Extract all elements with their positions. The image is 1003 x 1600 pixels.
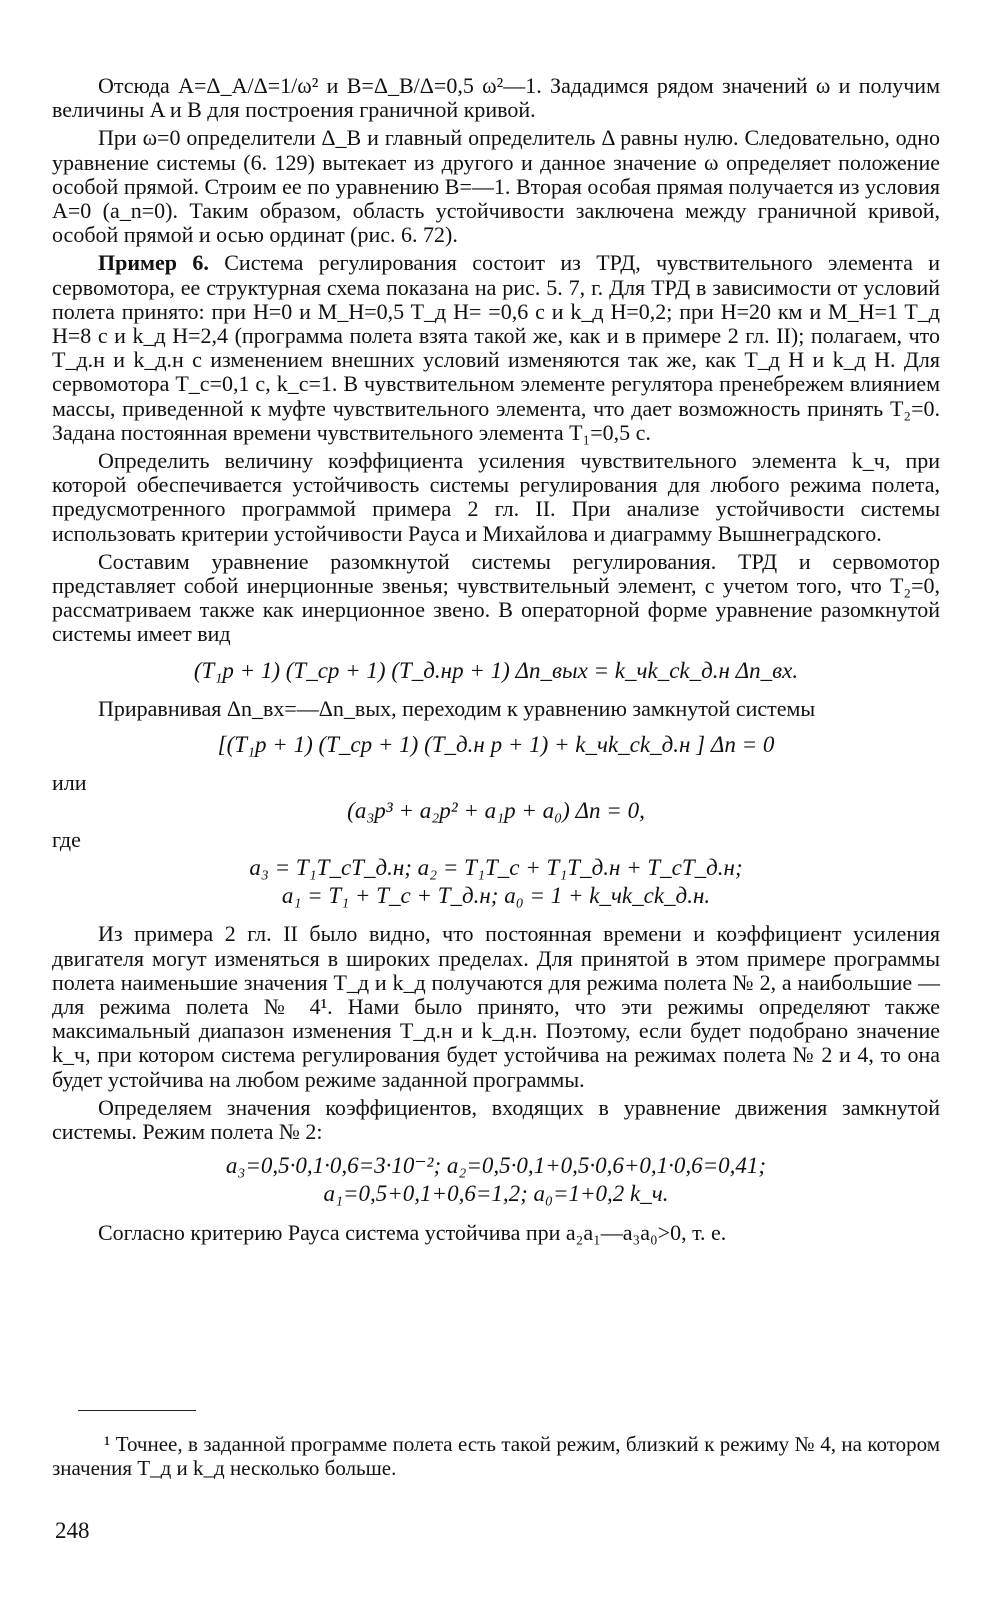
page-number: 248 (55, 1518, 90, 1543)
paragraph-9: Из примера 2 гл. II было видно, что постоянная времени и коэффициент усиления двигателя могут изменяться в широких пределах. Для принятой в этом примере программы полета наименьшие значения T_д и k_д получаются для режима полета № 2, а наибольшие — для режима полета № 4¹. Нами было принято, что эти режимы определяют также максимальный диапазон изменения T_д.н и k_д.н. Поэтому, если будет подобрано значение k_ч, при котором система регулирования будет устойчива на режимах полета № 2 и 4, то она будет устойчива на любом режиме заданной программы. (52, 921, 940, 1092)
paragraph-5: Составим уравнение разомкнутой системы регулирования. ТРД и сервомотор представляет собой инерционные звенья; чувствительный элемент, с учетом того, что T₂=0, рассматриваем также как инерционное звено. В операторной форме уравнение разомкнутой системы имеет вид (52, 548, 940, 647)
equation-coefficients-a1-a0: a₁ = T₁ + T_c + T_д.н; a₀ = 1 + k_чk_ck_д.н. (281, 883, 711, 909)
example-text: Система регулирования состоит из ТРД, чувствительного элемента и сервомотора, ее структурная схема показана на рис. 5. 7, г. Для ТРД в зависимости от условий полета принято: при H=0 и M_H=0,5 T_д H= =0,6 с и k_д H=0,2; при H=20 км и M_H=1 T_д H=8 с и k_д H=2,4 (программа полета взята такой же, как и в примере 2 гл. II); полагаем, что T_д.н и k_д.н с изменением внешних условий изменяются так же, как T_д H и k_д H. Для сервомотора T_с=0,1 с, k_с=1. В чувствительном элементе регулятора пренебрежем влиянием массы, приведенной к муфте чувствительного элемента, что дает возможность принять T₂=0. Задана постоянная времени чувствительного элемента T₁=0,5 с. (52, 250, 941, 445)
word-or: или (52, 770, 87, 796)
equation-closed-loop: [(T₁p + 1) (T_cp + 1) (T_д.н p + 1) + k_чk_ck_д.н ] Δn = 0 (217, 732, 775, 758)
paragraph-11: Согласно критерию Рауса система устойчива при a₂a₁—a₃a₀>0, т. е. (98, 1219, 727, 1245)
paragraph-10: Определяем значения коэффициентов, входящих в уравнение движения замкнутой системы. Режим полета № 2: (52, 1094, 940, 1144)
footnote-divider (78, 1410, 196, 1411)
paragraph-example-6 (52, 251, 940, 445)
paragraph-2: При ω=0 определители Δ_B и главный определитель Δ равны нулю. Следовательно, одно уравнение системы (6. 129) вытекает из другого и данное значение ω определяет положение особой прямой. Строим ее по уравнению B=—1. Вторая особая прямая получается из условия A=0 (a_n=0). Таким образом, область устойчивости заключена между граничной кривой, особой прямой и осью ординат (рис. 6. 72). (52, 125, 940, 248)
equation-characteristic: (a₃p³ + a₂p² + a₁p + a₀) Δn = 0, (347, 798, 645, 824)
equation-values-a3-a2: a₃=0,5·0,1·0,6=3·10⁻²; a₂=0,5·0,1+0,5·0,6+0,1·0,6=0,41; (225, 1153, 767, 1179)
paragraph-4: Определить величину коэффициента усиления чувствительного элемента k_ч, при которой обеспечивается устойчивость системы регулирования для любого режима полета, предусмотренного программой примера 2 гл. II. При анализе устойчивости системы использовать критерии устойчивости Рауса и Михайлова и диаграмму Вышнеградского. (52, 448, 940, 546)
example-label: Пример 6. (98, 250, 209, 276)
paragraph-1: Отсюда A=Δ_A/Δ=1/ω² и B=Δ_B/Δ=0,5 ω²—1. Зададимся рядом значений ω и получим величины A и B для построения граничной кривой. (52, 73, 940, 123)
word-where: где (52, 826, 81, 852)
main-text (52, 74, 940, 1249)
equation-values-a1-a0: a₁=0,5+0,1+0,6=1,2; a₀=1+0,2 k_ч. (323, 1181, 669, 1207)
paragraph-6: Приравнивая Δn_вх=—Δn_вых, переходим к уравнению замкнутой системы (98, 695, 816, 721)
equation-open-loop: (T₁p + 1) (T_cp + 1) (T_д.нp + 1) Δn_вых = k_чk_ck_д.н Δn_вх. (193, 657, 799, 683)
footnote: ¹ Точнее, в заданной программе полета есть такой режим, близкий к режиму № 4, на котором значения T_д и k_д несколько больше. (52, 1432, 940, 1480)
equation-coefficients-a3-a2: a₃ = T₁T_cT_д.н; a₂ = T₁T_c + T₁T_д.н + T_cT_д.н; (249, 854, 743, 880)
